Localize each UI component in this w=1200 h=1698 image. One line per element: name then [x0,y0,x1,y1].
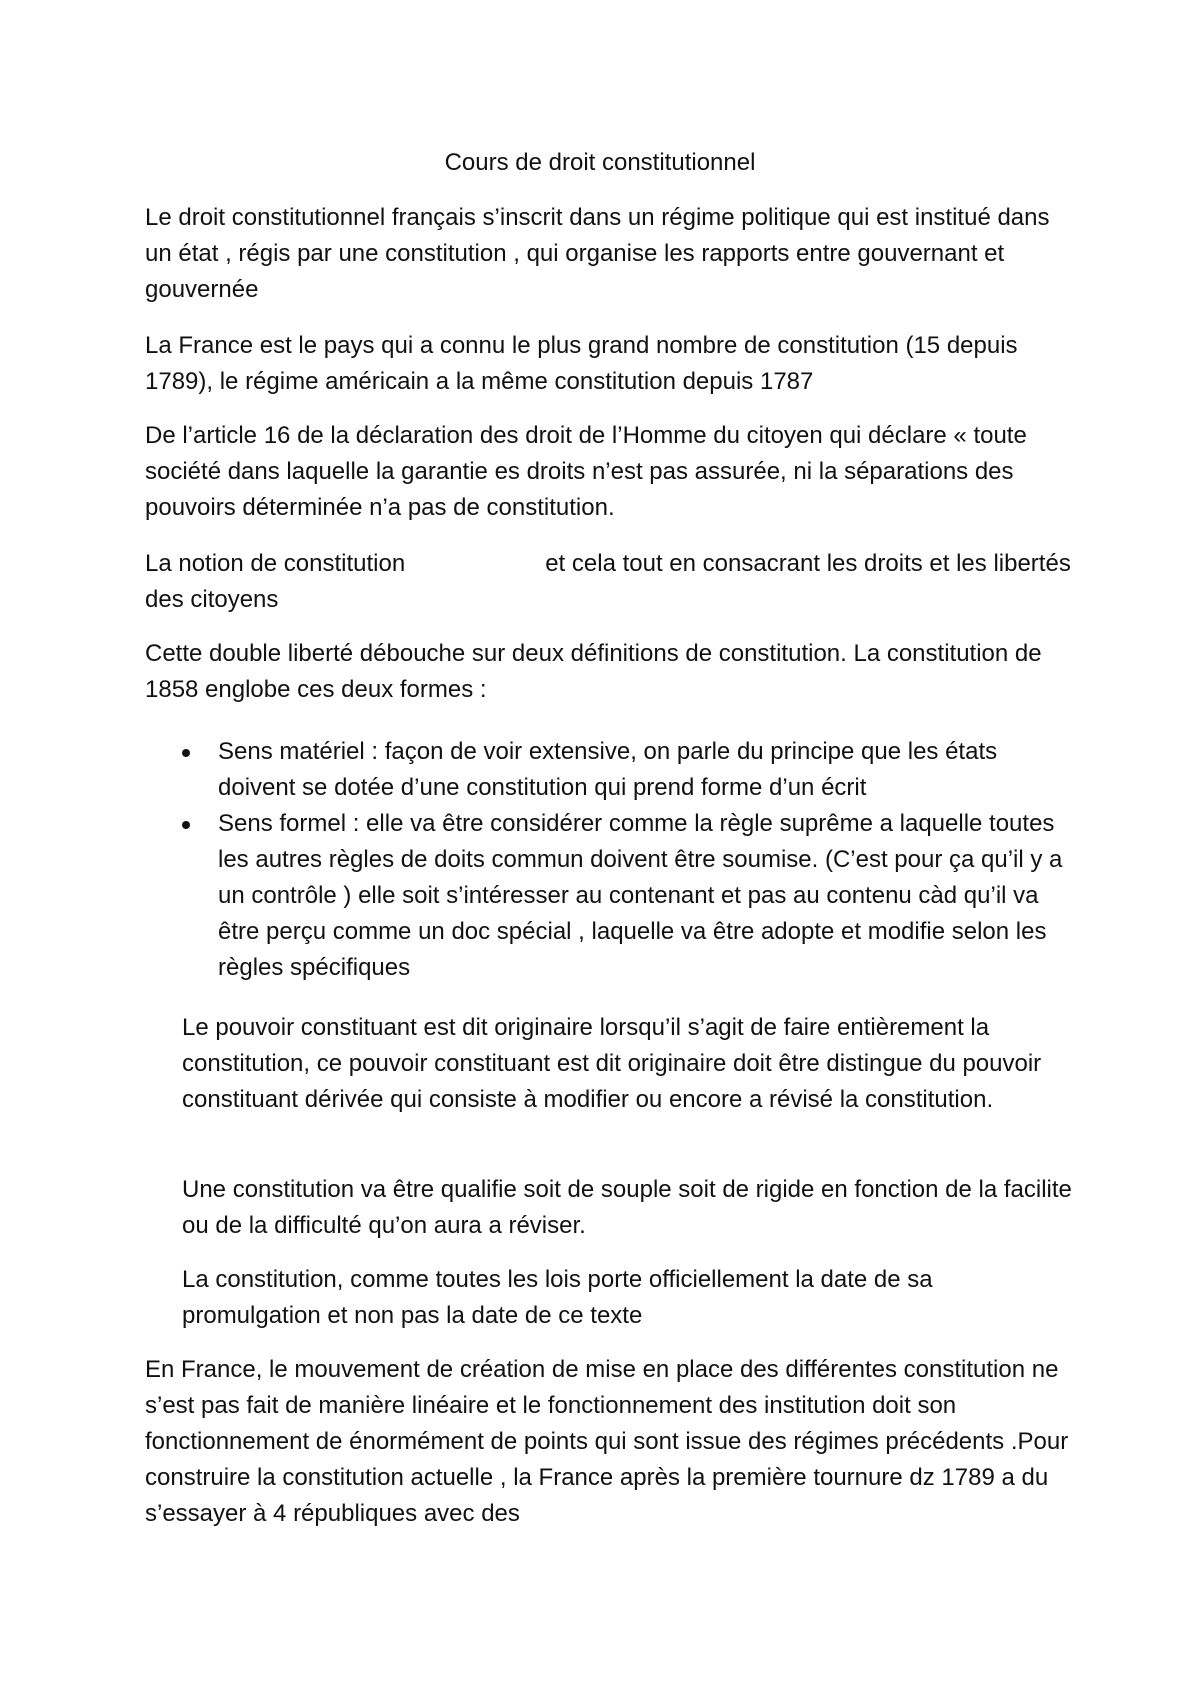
definitions-list [145,734,1075,986]
paragraph-9 [145,1352,1075,1532]
paragraph-8-text: La constitution, comme toutes les lois porte officiellement la date de sa promulgation et non pas la date de ce texte [182,1266,933,1329]
paragraph-6 [182,1010,1072,1118]
paragraph-1 [145,200,1075,308]
paragraph-7 [182,1172,1072,1244]
paragraph-8 [182,1262,1072,1334]
paragraph-3 [145,418,1075,526]
paragraph-5-text: Cette double liberté débouche sur deux définitions de constitution. La constitution de 1858 englobe ces deux formes : [145,640,1042,703]
paragraph-2-text: La France est le pays qui a connu le plus grand nombre de constitution (15 depuis 1789), le régime américain a la même constitution depuis 1787 [145,332,1018,395]
list-item-text: Sens formel : elle va être considérer comme la règle suprême a laquelle toutes les autres règles de doits commun doivent être soumise. (C’est pour ça qu’il y a un contrôle ) elle soit s’intéresser au contenant et pas au contenu càd qu’il va être perçu comme un doc spécial , laquelle va être adopte et modifie selon les règles spécifiques [218,810,1063,981]
paragraph-4-text [145,546,1075,618]
paragraph-4-part-1: La notion de constitution [145,550,406,577]
bullet-icon [182,749,190,757]
bullet-icon [182,821,190,829]
list-item-text: Sens matériel : façon de voir extensive, on parle du principe que les états doivent se dotée d’une constitution qui prend forme d’un écrit [218,738,998,801]
paragraph-3-text: De l’article 16 de la déclaration des droit de l’Homme du citoyen qui déclare « toute société dans laquelle la garantie es droits n’est pas assurée, ni la séparations des pouvoirs déterminée n’a pas de constitution. [145,422,1027,521]
paragraph-4-part-2: et cela tout en consacrant les droits et les libertés des citoyens [145,550,1071,613]
paragraph-6-text: Le pouvoir constituant est dit originaire lorsqu’il s’agit de faire entièrement la constitution, ce pouvoir constituant est dit originaire doit être distingue du pouvoir constituant dérivée qui consiste à modifier ou encore a révisé la constitution. [182,1014,1042,1113]
paragraph-4 [145,546,1075,618]
paragraph-5 [145,636,1075,708]
paragraph-7-text: Une constitution va être qualifie soit de souple soit de rigide en fonction de la facilite ou de la difficulté qu’on aura a réviser. [182,1176,1072,1239]
paragraph-2 [145,328,1075,400]
paragraph-1-text: Le droit constitutionnel français s’inscrit dans un régime politique qui est institué dans un état , régis par une constitution , qui organise les rapports entre gouvernant et gouvernée [145,204,1050,303]
document-title: Cours de droit constitutionnel [444,149,756,176]
list-item [145,806,1075,986]
list-item [145,734,1075,806]
paragraph-9-text: En France, le mouvement de création de mise en place des différentes constitution ne s’est pas fait de manière linéaire et le fonctionnement des institution doit son fonctionnement de énormément de points qui sont issue des régimes précédents .Pour construire la constitution actuelle , la France après la première tournure dz 1789 a du s’essayer à 4 républiques avec des [145,1356,1069,1527]
